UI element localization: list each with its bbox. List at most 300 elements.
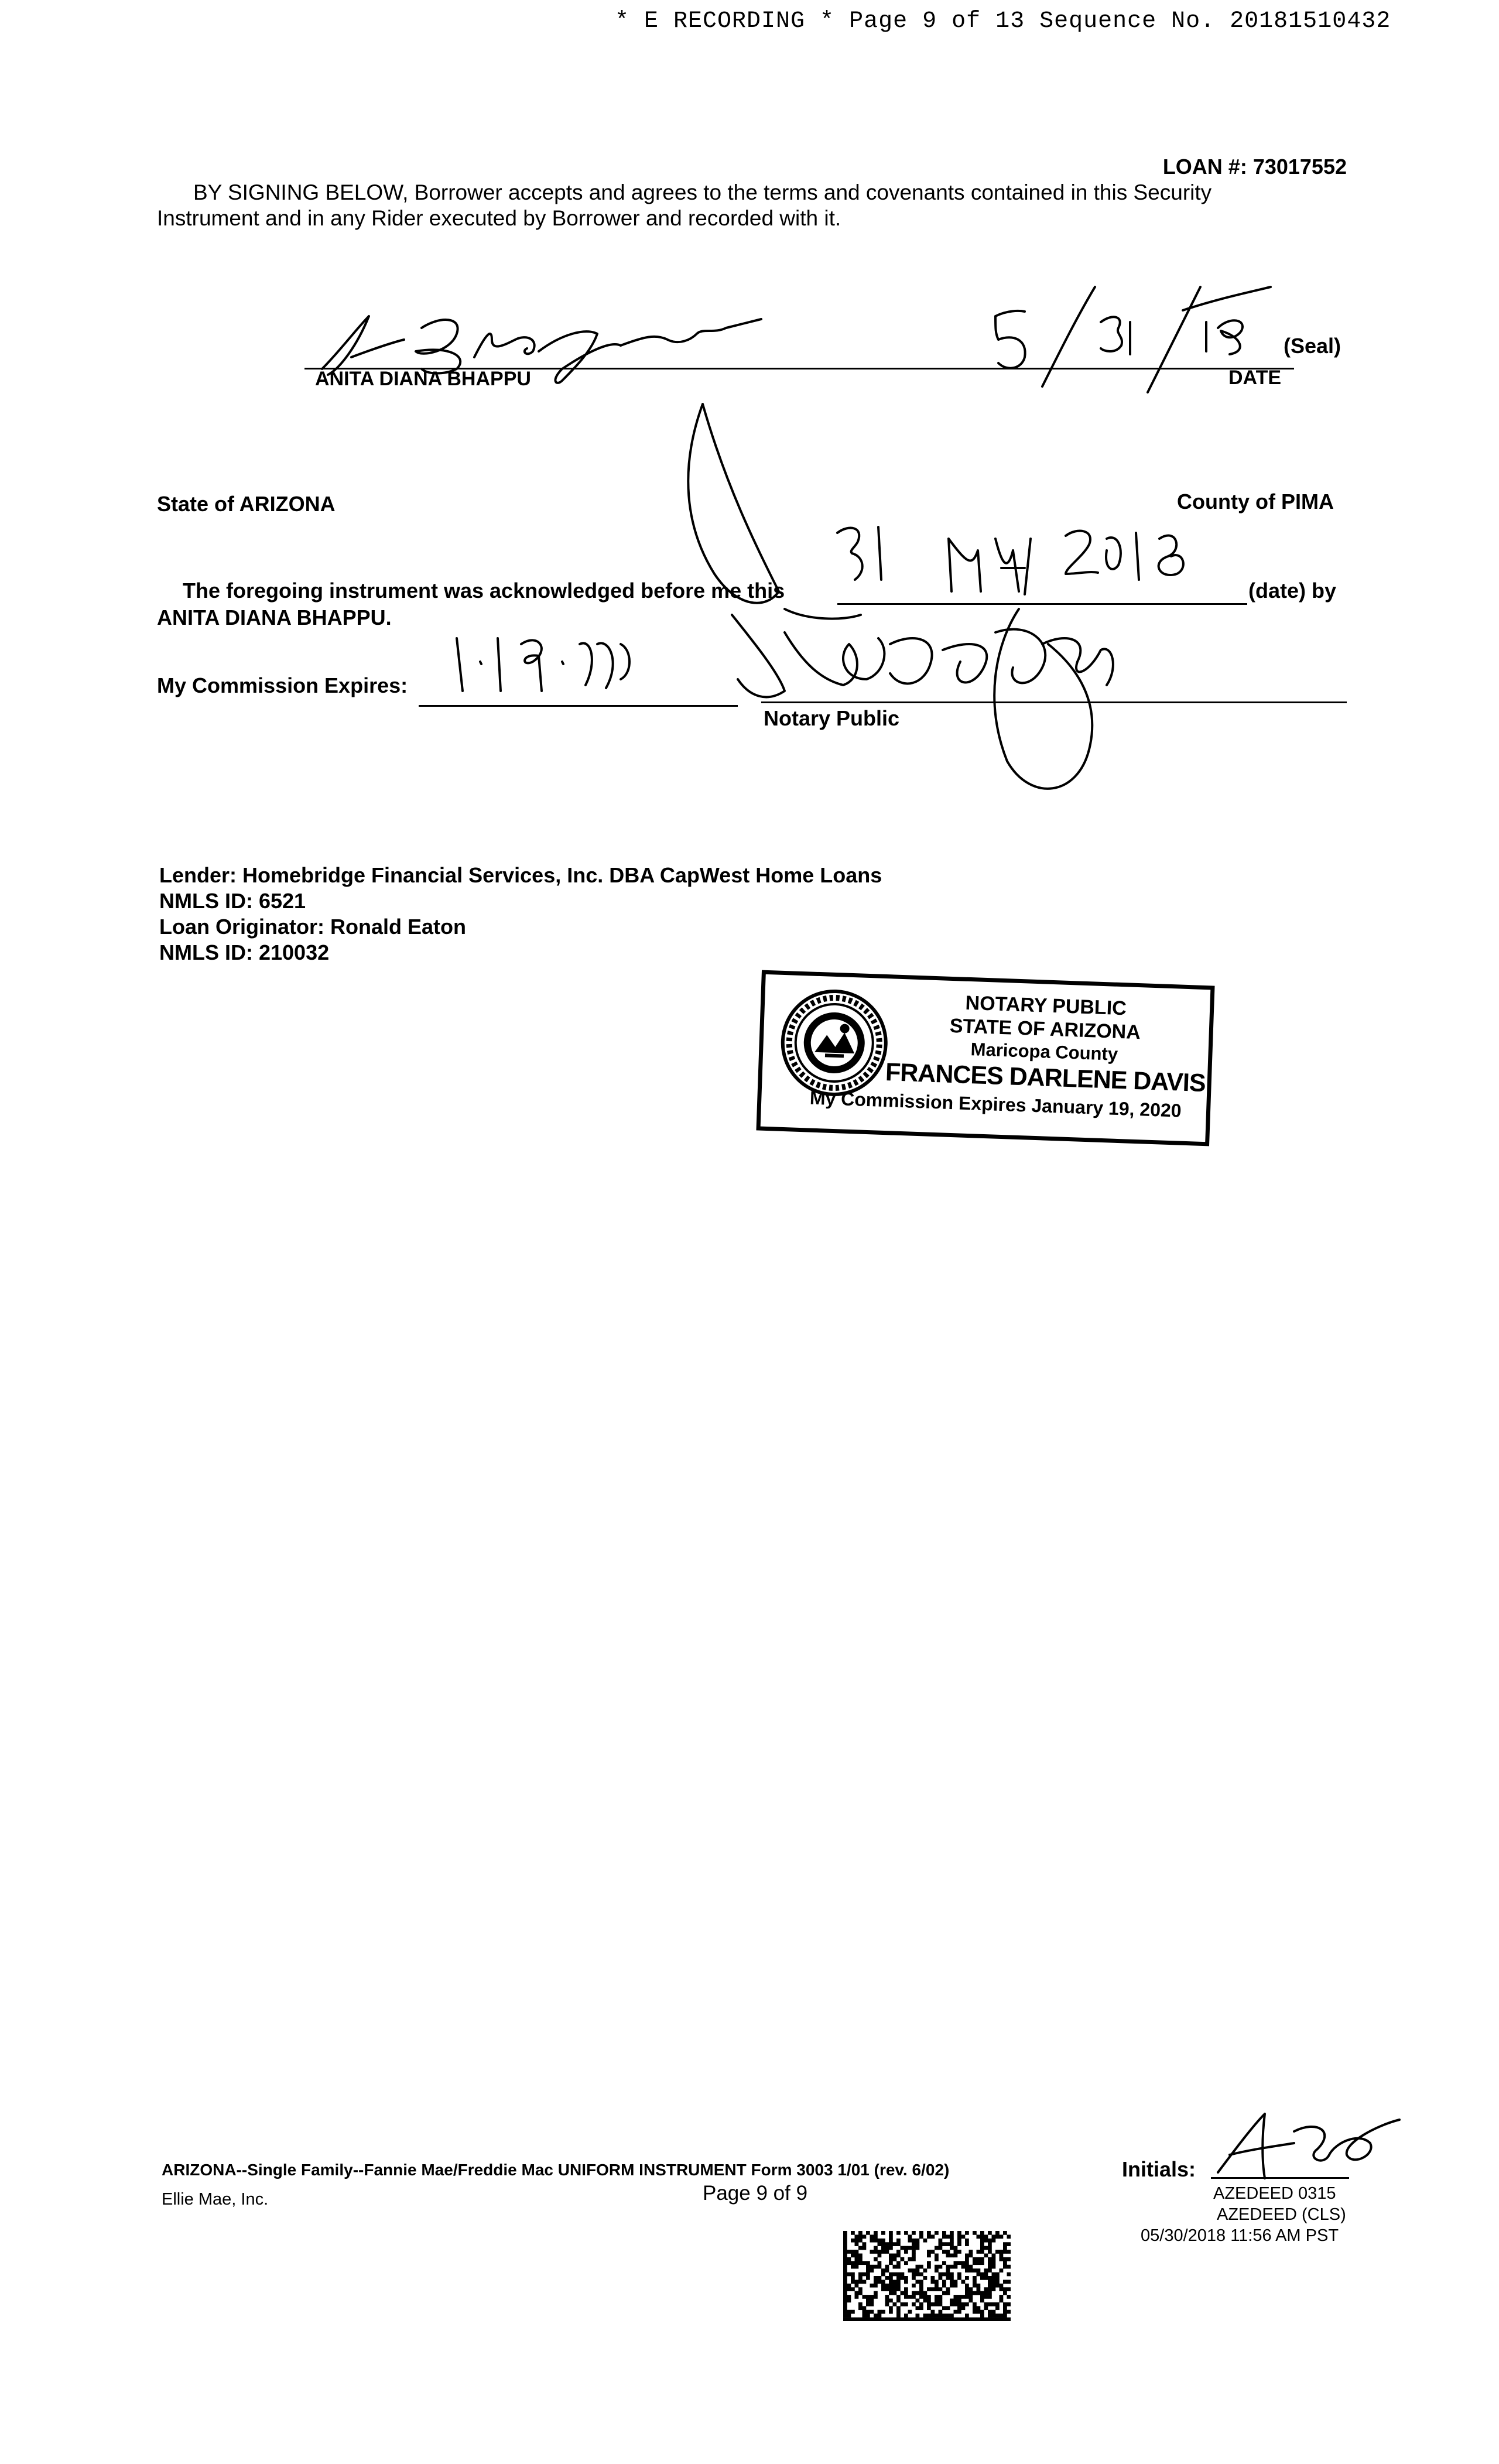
barcode-module <box>866 2265 870 2269</box>
barcode-module <box>843 2231 847 2235</box>
barcode-module <box>870 2250 874 2254</box>
date-label: DATE <box>1228 367 1282 389</box>
barcode-module <box>942 2234 946 2239</box>
barcode-module <box>1003 2310 1007 2314</box>
barcode-module <box>965 2318 969 2321</box>
barcode-module <box>874 2318 878 2321</box>
barcode-module <box>946 2276 950 2280</box>
loan-originator: Loan Originator: Ronald Eaton <box>159 915 466 939</box>
notary-stamp <box>756 970 1214 1147</box>
barcode-module <box>893 2302 897 2306</box>
barcode-module <box>881 2239 885 2243</box>
barcode-module <box>988 2287 992 2291</box>
barcode-module <box>992 2239 996 2243</box>
barcode-module <box>942 2242 946 2246</box>
barcode-module <box>1007 2242 1011 2246</box>
barcode-module <box>912 2239 916 2243</box>
barcode-module <box>957 2302 961 2306</box>
barcode-module <box>1000 2268 1004 2273</box>
barcode-module <box>1003 2318 1007 2321</box>
barcode-module <box>927 2265 931 2269</box>
barcode-module <box>973 2261 977 2265</box>
barcode-module <box>874 2250 878 2254</box>
barcode-module <box>881 2318 885 2321</box>
handwritten-commission-date <box>445 627 638 703</box>
barcode-module <box>885 2295 889 2299</box>
barcode-module <box>896 2306 901 2310</box>
barcode-module <box>855 2254 859 2258</box>
barcode-module <box>843 2276 847 2280</box>
barcode-module <box>950 2265 954 2269</box>
barcode-module <box>980 2273 984 2277</box>
barcode-module <box>878 2254 882 2258</box>
barcode-module <box>912 2295 916 2299</box>
barcode-module <box>1007 2280 1011 2284</box>
barcode-module <box>988 2291 992 2295</box>
barcode-module <box>916 2318 920 2321</box>
county-label: County of PIMA <box>1177 490 1334 514</box>
barcode-module <box>942 2280 946 2284</box>
barcode-module <box>896 2299 901 2303</box>
publisher-name: Ellie Mae, Inc. <box>162 2190 269 2209</box>
barcode-module <box>984 2234 988 2239</box>
barcode-module <box>855 2234 859 2239</box>
barcode-module <box>885 2246 889 2250</box>
barcode-module <box>843 2306 847 2310</box>
barcode-module <box>954 2246 958 2250</box>
print-timestamp: 05/30/2018 11:56 AM PST <box>1141 2226 1339 2245</box>
barcode-module <box>957 2306 961 2310</box>
barcode-module <box>988 2280 992 2284</box>
barcode-module <box>1007 2295 1011 2299</box>
barcode-module <box>889 2299 893 2303</box>
barcode-module <box>973 2291 977 2295</box>
barcode-module <box>935 2246 939 2250</box>
barcode-module <box>843 2318 847 2321</box>
barcode-module <box>935 2302 939 2306</box>
barcode-module <box>973 2284 977 2288</box>
barcode-module <box>939 2265 943 2269</box>
barcode-module <box>977 2257 981 2261</box>
barcode-module <box>980 2242 984 2246</box>
barcode-module <box>870 2234 874 2239</box>
barcode-module <box>855 2261 859 2265</box>
barcode-module <box>858 2291 863 2295</box>
barcode-module <box>946 2291 950 2295</box>
barcode-module <box>961 2265 966 2269</box>
barcode-module <box>992 2234 996 2239</box>
barcode-module <box>992 2265 996 2269</box>
barcode-module <box>969 2250 973 2254</box>
stamp-county: Maricopa County <box>970 1039 1118 1065</box>
form-code: AZEDEED 0315 <box>1213 2184 1336 2203</box>
barcode-module <box>912 2268 916 2273</box>
barcode-module <box>988 2314 992 2318</box>
borrower-name: ANITA DIANA BHAPPU <box>315 368 531 390</box>
barcode-module <box>992 2302 996 2306</box>
barcode-module <box>988 2276 992 2280</box>
barcode-module <box>984 2268 988 2273</box>
barcode-module <box>939 2299 943 2303</box>
barcode-module <box>919 2302 923 2306</box>
barcode-module <box>939 2318 943 2321</box>
barcode-module <box>965 2239 969 2243</box>
barcode-module <box>957 2231 961 2235</box>
barcode-module <box>855 2295 859 2299</box>
barcode-module <box>878 2276 882 2280</box>
form-code-cls: AZEDEED (CLS) <box>1217 2205 1346 2224</box>
barcode-module <box>901 2276 905 2280</box>
barcode-module <box>843 2287 847 2291</box>
barcode-module <box>923 2318 928 2321</box>
recording-banner: * E RECORDING * Page 9 of 13 Sequence No. 20181510432 <box>615 8 1391 35</box>
barcode-module <box>961 2318 966 2321</box>
barcode-module <box>866 2318 870 2321</box>
barcode-module <box>946 2318 950 2321</box>
barcode-module <box>984 2295 988 2299</box>
state-label: State of ARIZONA <box>157 492 336 516</box>
barcode-module <box>843 2239 847 2243</box>
barcode-module <box>988 2242 992 2246</box>
barcode-module <box>904 2291 908 2295</box>
barcode-module <box>916 2306 920 2310</box>
barcode-module <box>950 2242 954 2246</box>
barcode-module <box>965 2254 969 2258</box>
barcode-module <box>919 2273 923 2277</box>
barcode-module <box>885 2276 889 2280</box>
barcode-module <box>885 2268 889 2273</box>
barcode-module <box>935 2231 939 2235</box>
barcode-module <box>950 2299 954 2303</box>
barcode-module <box>935 2299 939 2303</box>
barcode-module <box>889 2284 893 2288</box>
barcode-module <box>939 2302 943 2306</box>
barcode-module <box>939 2246 943 2250</box>
barcode-module <box>889 2242 893 2246</box>
barcode-module <box>957 2242 961 2246</box>
barcode-module <box>977 2287 981 2291</box>
barcode-module <box>874 2257 878 2261</box>
barcode-module <box>870 2268 874 2273</box>
barcode-module <box>969 2287 973 2291</box>
barcode-module <box>965 2276 969 2280</box>
barcode-module <box>843 2284 847 2288</box>
barcode-module <box>961 2234 966 2239</box>
barcode-module <box>904 2261 908 2265</box>
barcode-module <box>916 2280 920 2284</box>
barcode-module <box>878 2265 882 2269</box>
barcode-module <box>893 2242 897 2246</box>
barcode-module <box>980 2261 984 2265</box>
barcode-module <box>969 2254 973 2258</box>
barcode-module <box>858 2231 863 2235</box>
barcode-module <box>870 2310 874 2314</box>
barcode-module <box>863 2246 867 2250</box>
barcode-module <box>957 2261 961 2265</box>
barcode-module <box>1007 2265 1011 2269</box>
barcode-module <box>954 2284 958 2288</box>
barcode-module <box>969 2265 973 2269</box>
barcode-module <box>927 2318 931 2321</box>
barcode-module <box>912 2284 916 2288</box>
barcode-module <box>980 2250 984 2254</box>
barcode-module <box>896 2273 901 2277</box>
barcode-module <box>1003 2250 1007 2254</box>
barcode-module <box>995 2314 1000 2318</box>
barcode-module <box>935 2284 939 2288</box>
barcode-module <box>843 2310 847 2314</box>
barcode-module <box>988 2318 992 2321</box>
barcode-module <box>992 2261 996 2265</box>
barcode-module <box>893 2280 897 2284</box>
barcode-module <box>927 2231 931 2235</box>
barcode-module <box>878 2318 882 2321</box>
barcode-module <box>995 2318 1000 2321</box>
barcode-module <box>874 2234 878 2239</box>
barcode-module <box>946 2273 950 2277</box>
barcode-module <box>965 2291 969 2295</box>
barcode-module <box>863 2295 867 2299</box>
state-seal-icon <box>778 987 891 1099</box>
barcode-module <box>973 2257 977 2261</box>
barcode-module <box>912 2291 916 2295</box>
barcode-module <box>919 2295 923 2299</box>
barcode-module <box>919 2291 923 2295</box>
barcode-module <box>919 2284 923 2288</box>
barcode-module <box>912 2276 916 2280</box>
barcode-module <box>851 2318 855 2321</box>
barcode-module <box>874 2231 878 2235</box>
barcode-module <box>904 2231 908 2235</box>
barcode-module <box>980 2234 984 2239</box>
barcode-module <box>935 2318 939 2321</box>
barcode-module <box>896 2284 901 2288</box>
barcode-module <box>863 2234 867 2239</box>
barcode-module <box>969 2299 973 2303</box>
barcode-module <box>874 2280 878 2284</box>
barcode-module <box>908 2246 912 2250</box>
barcode-module <box>866 2299 870 2303</box>
barcode-module <box>1003 2302 1007 2306</box>
notary-signature-line <box>761 701 1347 703</box>
barcode-module <box>896 2231 901 2235</box>
barcode-module <box>893 2265 897 2269</box>
barcode-module <box>878 2250 882 2254</box>
barcode-module <box>847 2261 851 2265</box>
barcode-module <box>973 2310 977 2314</box>
barcode-module <box>855 2242 859 2246</box>
barcode-module <box>1000 2250 1004 2254</box>
barcode-module <box>980 2246 984 2250</box>
barcode-module <box>889 2239 893 2243</box>
barcode-module <box>1003 2261 1007 2265</box>
barcode-module <box>916 2299 920 2303</box>
barcode-module <box>931 2234 935 2239</box>
barcode-module <box>904 2276 908 2280</box>
stamp-state: STATE OF ARIZONA <box>949 1014 1141 1044</box>
barcode-module <box>908 2310 912 2314</box>
barcode-module <box>927 2302 931 2306</box>
barcode-module <box>927 2295 931 2299</box>
barcode-module <box>946 2287 950 2291</box>
handwritten-date-signature <box>972 275 1276 416</box>
barcode-module <box>904 2318 908 2321</box>
barcode-module <box>950 2314 954 2318</box>
barcode-module <box>916 2242 920 2246</box>
barcode-module <box>939 2273 943 2277</box>
barcode-module <box>847 2250 851 2254</box>
barcode-module <box>1007 2302 1011 2306</box>
barcode-module <box>957 2318 961 2321</box>
barcode-module <box>919 2280 923 2284</box>
barcode-module <box>866 2268 870 2273</box>
barcode-module <box>881 2250 885 2254</box>
barcode-module <box>881 2268 885 2273</box>
barcode-module <box>901 2291 905 2295</box>
lender-nmls-id: NMLS ID: 6521 <box>159 889 306 913</box>
barcode-module <box>881 2284 885 2288</box>
barcode-module <box>935 2314 939 2318</box>
barcode-module <box>847 2257 851 2261</box>
barcode-module <box>855 2280 859 2284</box>
commission-expires-label: My Commission Expires: <box>157 673 408 697</box>
barcode-module <box>923 2268 928 2273</box>
barcode-module <box>942 2284 946 2288</box>
barcode-module <box>931 2280 935 2284</box>
barcode-module <box>973 2231 977 2235</box>
barcode-module <box>995 2284 1000 2288</box>
barcode-module <box>896 2287 901 2291</box>
barcode-module <box>950 2284 954 2288</box>
barcode-module <box>908 2257 912 2261</box>
barcode-module <box>995 2250 1000 2254</box>
barcode-module <box>965 2257 969 2261</box>
barcode-module <box>919 2306 923 2310</box>
barcode-module <box>866 2314 870 2318</box>
barcode-module <box>931 2250 935 2254</box>
commission-date-line <box>419 705 738 707</box>
barcode-module <box>957 2234 961 2239</box>
barcode-module <box>977 2306 981 2310</box>
barcode-module <box>919 2234 923 2239</box>
barcode-module <box>866 2273 870 2277</box>
barcode-module <box>870 2318 874 2321</box>
barcode-module <box>858 2287 863 2291</box>
barcode-module <box>896 2239 901 2243</box>
barcode-module <box>942 2318 946 2321</box>
barcode-module <box>878 2280 882 2284</box>
barcode-module <box>980 2291 984 2295</box>
barcode-module <box>939 2314 943 2318</box>
barcode-module <box>912 2302 916 2306</box>
barcode-module <box>984 2318 988 2321</box>
barcode-module <box>904 2280 908 2284</box>
barcode-module <box>977 2268 981 2273</box>
barcode-module <box>843 2268 847 2273</box>
barcode-module <box>931 2287 935 2291</box>
barcode-module <box>942 2273 946 2277</box>
barcode-module <box>863 2310 867 2314</box>
barcode-module <box>843 2280 847 2284</box>
barcode-module <box>889 2318 893 2321</box>
barcode-module <box>965 2231 969 2235</box>
barcode-module <box>1003 2314 1007 2318</box>
barcode-module <box>984 2291 988 2295</box>
barcode-module <box>984 2306 988 2310</box>
barcode-module <box>870 2239 874 2243</box>
barcode-module <box>927 2314 931 2318</box>
barcode-module <box>889 2280 893 2284</box>
barcode-module <box>896 2280 901 2284</box>
barcode-module <box>1000 2254 1004 2258</box>
barcode-module <box>977 2318 981 2321</box>
intro-line-2: Instrument and in any Rider executed by Borrower and recorded with it. <box>157 206 841 230</box>
barcode-module <box>950 2239 954 2243</box>
barcode-module <box>893 2284 897 2288</box>
barcode-module <box>954 2265 958 2269</box>
barcode-module <box>957 2239 961 2243</box>
barcode-module <box>847 2284 851 2288</box>
barcode-module <box>851 2254 855 2258</box>
barcode-module <box>858 2257 863 2261</box>
barcode-module <box>863 2280 867 2284</box>
barcode-module <box>885 2250 889 2254</box>
barcode-module <box>995 2231 1000 2235</box>
barcode-module <box>855 2291 859 2295</box>
barcode-module <box>874 2276 878 2280</box>
barcode-module <box>950 2302 954 2306</box>
barcode-module <box>896 2250 901 2254</box>
barcode-module <box>1007 2250 1011 2254</box>
barcode-module <box>965 2261 969 2265</box>
barcode-module <box>858 2246 863 2250</box>
barcode-module <box>901 2273 905 2277</box>
barcode-module <box>881 2280 885 2284</box>
barcode-module <box>939 2310 943 2314</box>
barcode-module <box>843 2291 847 2295</box>
acknowledgment-date-suffix: (date) by <box>1248 579 1337 603</box>
barcode-module <box>984 2246 988 2250</box>
barcode-module <box>881 2287 885 2291</box>
barcode-module <box>843 2254 847 2258</box>
barcode-module <box>984 2254 988 2258</box>
barcode-module <box>988 2261 992 2265</box>
barcode-module <box>858 2318 863 2321</box>
barcode-module <box>992 2280 996 2284</box>
barcode-module <box>992 2257 996 2261</box>
barcode-module <box>931 2310 935 2314</box>
barcode-module <box>863 2273 867 2277</box>
barcode-module <box>965 2242 969 2246</box>
barcode-module <box>946 2250 950 2254</box>
barcode-module <box>923 2291 928 2295</box>
barcode-module <box>988 2268 992 2273</box>
barcode-module <box>908 2239 912 2243</box>
barcode-module <box>843 2302 847 2306</box>
barcode-module <box>847 2318 851 2321</box>
barcode-module <box>973 2276 977 2280</box>
barcode-module <box>851 2310 855 2314</box>
barcode-module <box>889 2276 893 2280</box>
barcode-module <box>957 2310 961 2314</box>
barcode-module <box>885 2265 889 2269</box>
barcode-module <box>923 2295 928 2299</box>
barcode-module <box>874 2284 878 2288</box>
barcode-module <box>893 2254 897 2258</box>
barcode-module <box>896 2254 901 2258</box>
stamp-commission-expires: My Commission Expires January 19, 2020 <box>809 1087 1182 1121</box>
barcode-module <box>843 2261 847 2265</box>
